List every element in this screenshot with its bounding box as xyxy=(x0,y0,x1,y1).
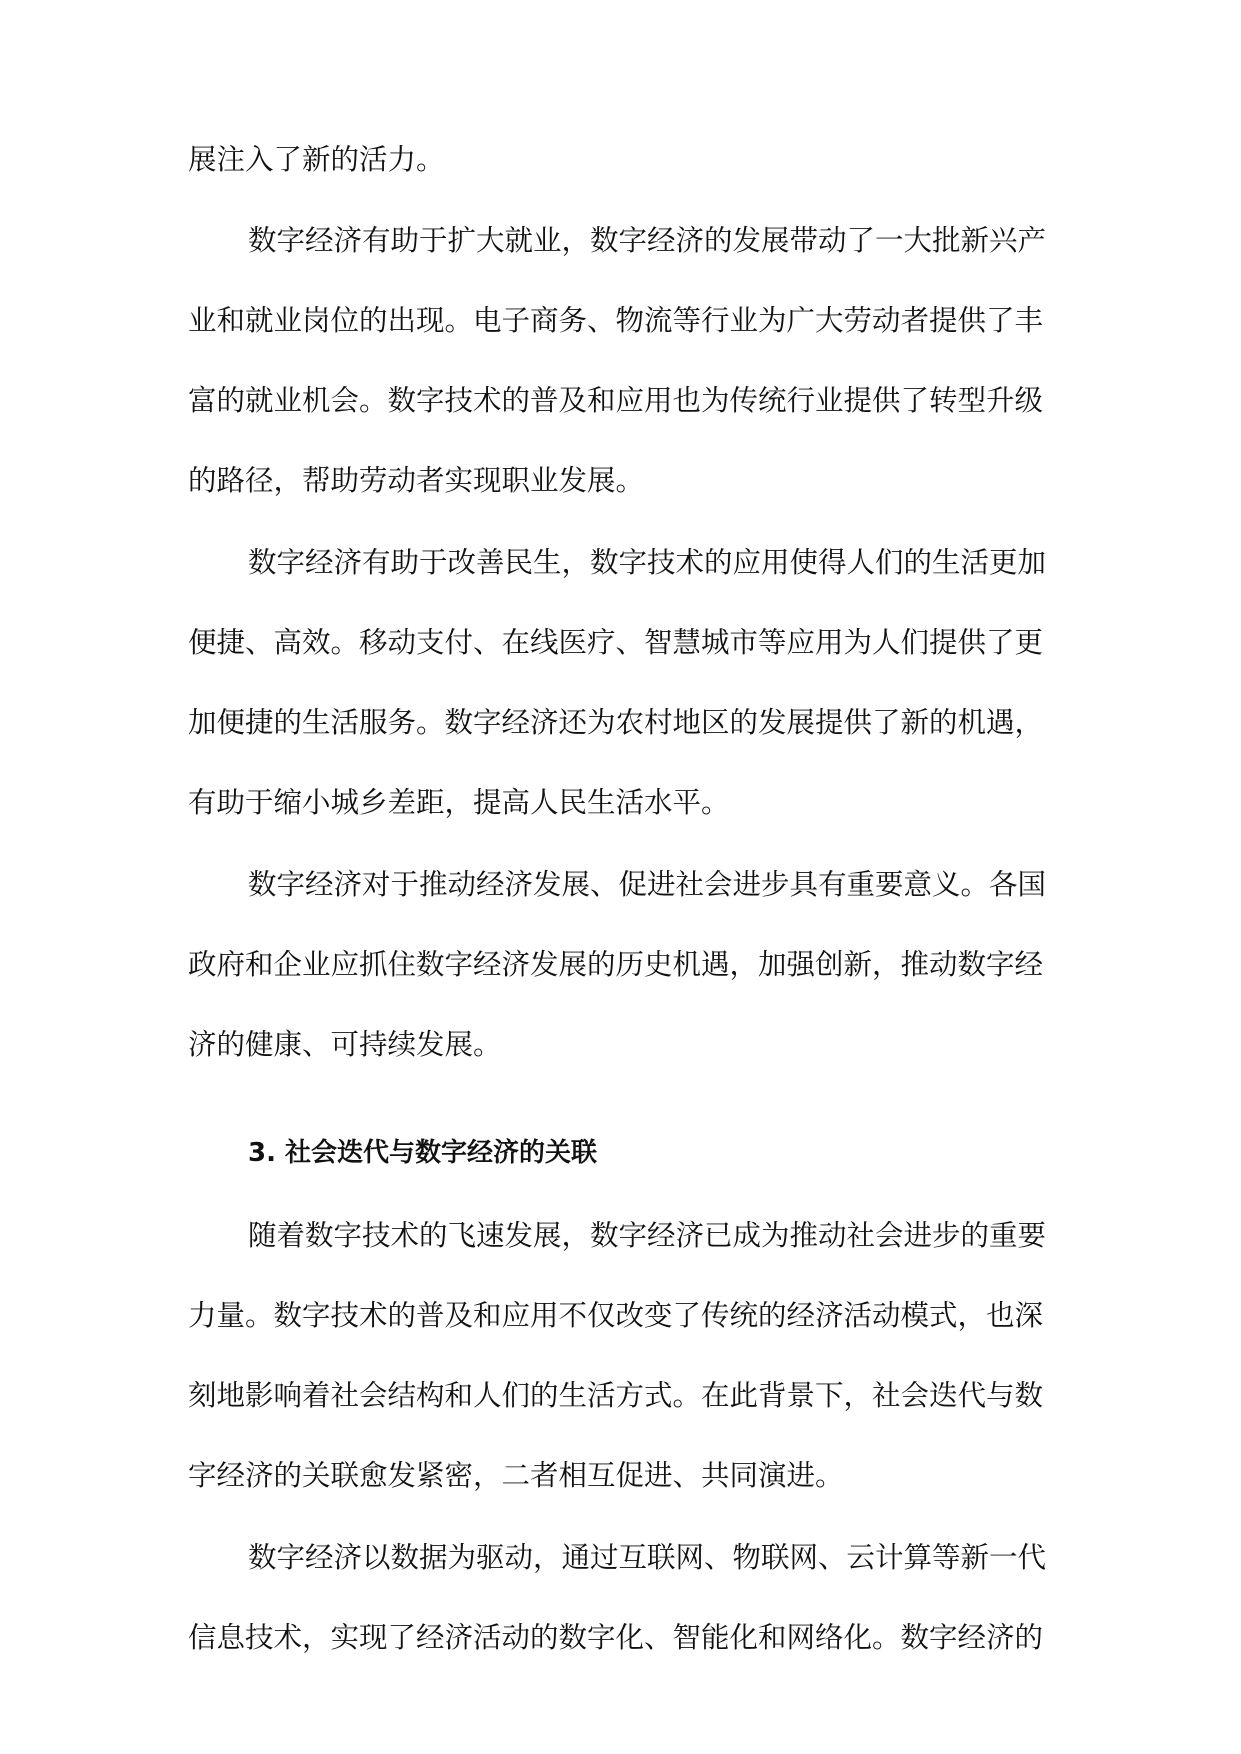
paragraph-first-line: 数字经济有助于改善民生，数字技术的应用使得人们的生活更加 xyxy=(248,546,1047,579)
paragraph-first-line: 数字经济有助于扩大就业，数字经济的发展带动了一大批新兴产 xyxy=(248,224,1047,257)
text-line: 富的就业机会。数字技术的普及和应用也为传统行业提供了转型升级 xyxy=(188,384,1044,417)
text-line: 力量。数字技术的普及和应用不仅改变了传统的经济活动模式，也深 xyxy=(188,1299,1044,1332)
text-line: 字经济的关联愈发紧密，二者相互促进、共同演进。 xyxy=(188,1459,844,1492)
text-line: 的路径，帮助劳动者实现职业发展。 xyxy=(188,464,645,497)
text-line: 有助于缩小城乡差距，提高人民生活水平。 xyxy=(188,786,730,819)
text-line: 刻地影响着社会结构和人们的生活方式。在此背景下，社会迭代与数 xyxy=(188,1379,1044,1412)
section-heading: 3. 社会迭代与数字经济的关联 xyxy=(248,1138,598,1168)
paragraph-first-line: 随着数字技术的飞速发展，数字经济已成为推动社会进步的重要 xyxy=(248,1219,1047,1252)
text-line: 政府和企业应抓住数字经济发展的历史机遇，加强创新，推动数字经 xyxy=(188,948,1044,981)
text-line: 济的健康、可持续发展。 xyxy=(188,1028,502,1061)
paragraph-first-line: 数字经济对于推动经济发展、促进社会进步具有重要意义。各国 xyxy=(248,868,1047,901)
text-line: 业和就业岗位的出现。电子商务、物流等行业为广大劳动者提供了丰 xyxy=(188,304,1044,337)
text-line: 加便捷的生活服务。数字经济还为农村地区的发展提供了新的机遇， xyxy=(188,706,1044,739)
text-line: 信息技术，实现了经济活动的数字化、智能化和网络化。数字经济的 xyxy=(188,1621,1044,1654)
paragraph-first-line: 数字经济以数据为驱动，通过互联网、物联网、云计算等新一代 xyxy=(248,1541,1047,1574)
text-line: 展注入了新的活力。 xyxy=(188,143,445,176)
text-line: 便捷、高效。移动支付、在线医疗、智慧城市等应用为人们提供了更 xyxy=(188,626,1044,659)
